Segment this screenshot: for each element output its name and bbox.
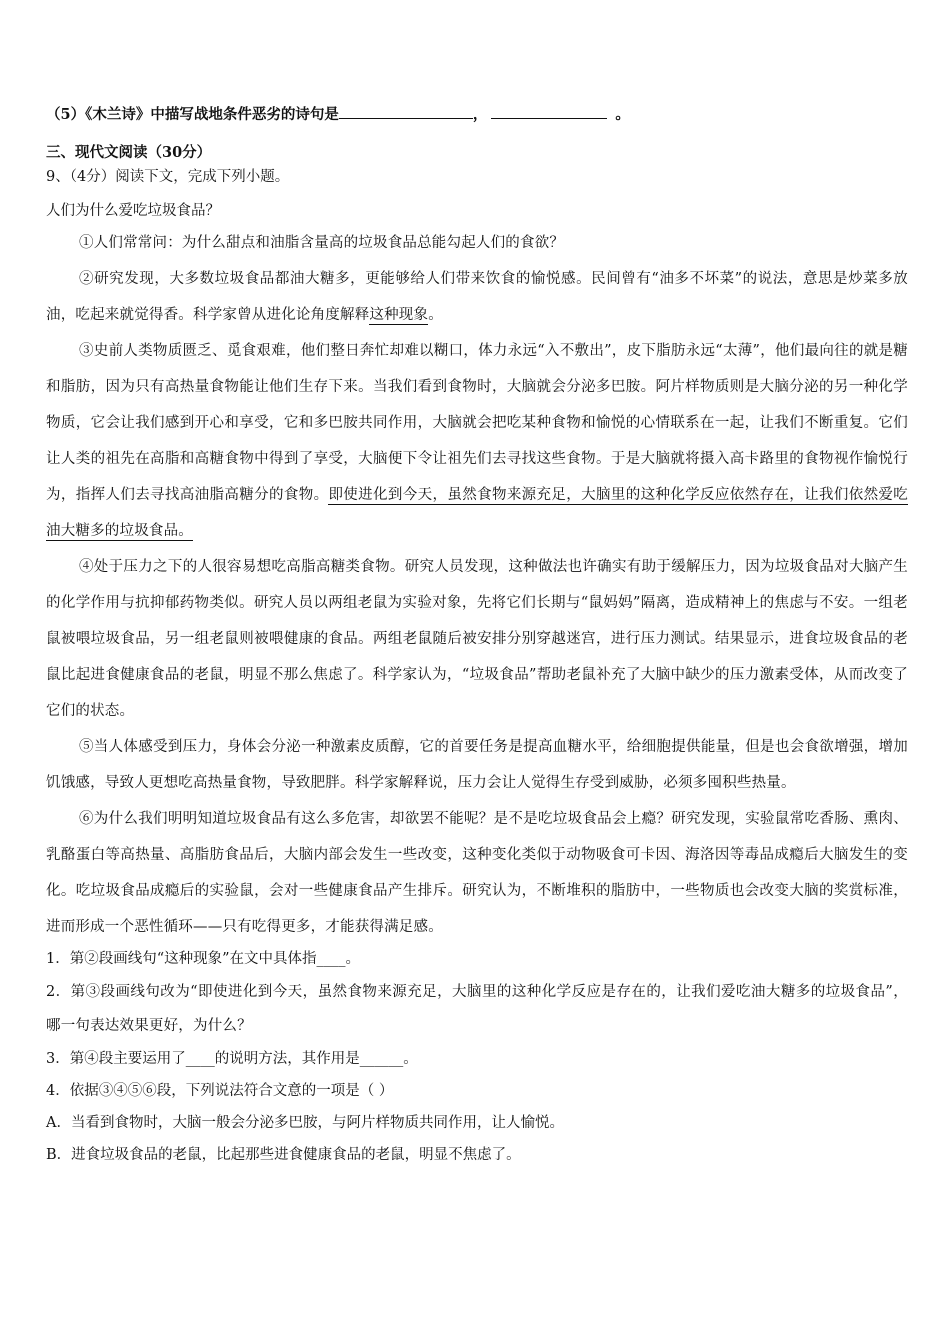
paragraph-6: ⑥为什么我们明明知道垃圾食品有这么多危害，却欲罢不能呢？是不是吃垃圾食品会上瘾？研究发现，实验鼠常吃香肠、熏肉、乳酪蛋白等高热量、高脂肪食品后，大脑内部会发生一些改变，这种变化类似于动物吸食可卡因、海洛因等毒品成瘾后大脑发生的变化。吃垃圾食品成瘾后的实验鼠，会对一些健康食品产生排斥。研究认为，不断堆积的脂肪中，一些物质也会改变大脑的奖赏标准，进而形成一个恶性循环——只有吃得更多，才能获得满足感。 — [46, 811, 908, 935]
underlined-phrase: 这种现象 — [369, 307, 429, 323]
item5-line — [46, 104, 908, 125]
question-4: 4．依据③④⑤⑥段，下列说法符合文意的一项是（ ） — [46, 1083, 394, 1099]
question-2: 2．第③段画线句改为“即使进化到今天，虽然食物来源充足，大脑里的这种化学反应是存在的，让我们爱吃油大糖多的垃圾食品”，哪一句表达效果更好，为什么？ — [46, 984, 908, 1034]
question-intro: 9、（4分）阅读下文，完成下列小题。 — [46, 169, 290, 185]
paragraph-5: ⑤当人体感受到压力，身体会分泌一种激素皮质醇，它的首要任务是提高血糖水平，给细胞提供能量，但是也会食欲增强，增加饥饿感，导致人更想吃高热量食物，导致肥胖。科学家解释说，压力会让人觉得生存受到威胁，必须多囤积些热量。 — [46, 739, 908, 791]
paragraph-4: ④处于压力之下的人很容易想吃高脂高糖类食物。研究人员发现，这种做法也许确实有助于缓解压力，因为垃圾食品对大脑产生的化学作用与抗抑郁药物类似。研究人员以两组老鼠为实验对象，先将它们长期与“鼠妈妈”隔离，造成精神上的焦虑与不安。一组老鼠被喂垃圾食品，另一组老鼠则被喂健康的食品。两组老鼠随后被安排分别穿越迷宫，进行压力测试。结果显示，进食垃圾食品的老鼠比起进食健康食品的老鼠，明显不那么焦虑了。科学家认为，“垃圾食品”帮助老鼠补充了大脑中缺少的压力激素受体，从而改变了它们的状态。 — [46, 559, 908, 719]
exam-page — [46, 96, 908, 1171]
article-body — [46, 225, 908, 945]
answer-blank-2[interactable] — [491, 104, 607, 119]
question-3: 3．第④段主要运用了____的说明方法，其作用是______。 — [46, 1051, 418, 1067]
answer-blank-1[interactable] — [339, 104, 473, 119]
question-1: 1．第②段画线句“这种现象”在文中具体指____。 — [46, 951, 361, 967]
paragraph-3 — [46, 333, 908, 549]
paragraph-2-end: 。 — [428, 307, 443, 323]
paragraph-3-text: ③史前人类物质匮乏、觅食艰难，他们整日奔忙却难以糊口，体力永远“入不敷出”，皮下脂肪永远“太薄”，他们最向往的就是糖和脂肪，因为只有高热量食物能让他们生存下来。当我们看到食物时，大脑就会分泌多巴胺。阿片样物质则是大脑分泌的另一种化学物质，它会让我们感到开心和享受，它和多巴胺共同作用，大脑就会把吃某种食物和愉悦的心情联系在一起，让我们不断重复。它们让人类的祖先在高脂和高糖食物中得到了享受，大脑便下令让祖先们去寻找这些食物。于是大脑就将摄入高卡路里的食物视作愉悦行为，指挥人们去寻找高油脂高糖分的食物。 — [46, 343, 908, 503]
item5-comma: ， — [472, 106, 488, 123]
paragraph-1: ①人们常常问：为什么甜点和油脂含量高的垃圾食品总能勾起人们的食欲？ — [79, 235, 565, 251]
item5-prompt: （5）《木兰诗》中描写战地条件恶劣的诗句是 — [46, 106, 339, 123]
paragraph-2 — [46, 261, 908, 333]
underlined-sentence: 即使进化到今天，虽然食物来源充足，大脑里的这种化学反应依然存在，让我们依然爱吃油大糖多的垃圾食品。 — [46, 487, 908, 539]
option-a: A．当看到食物时，大脑一般会分泌多巴胺，与阿片样物质共同作用，让人愉悦。 — [46, 1115, 564, 1131]
section-heading: 三、现代文阅读（30分） — [46, 144, 212, 161]
question-list — [46, 943, 908, 1171]
item5-end: 。 — [615, 106, 630, 123]
paragraph-2-text: ②研究发现，大多数垃圾食品都油大糖多，更能够给人们带来饮食的愉悦感。民间曾有“油多不坏菜”的说法，意思是炒菜多放油，吃起来就觉得香。科学家曾从进化论角度解释 — [46, 271, 908, 323]
option-b: B．进食垃圾食品的老鼠，比起那些进食健康食品的老鼠，明显不焦虑了。 — [46, 1147, 521, 1163]
article-title: 人们为什么爱吃垃圾食品？ — [46, 203, 220, 219]
